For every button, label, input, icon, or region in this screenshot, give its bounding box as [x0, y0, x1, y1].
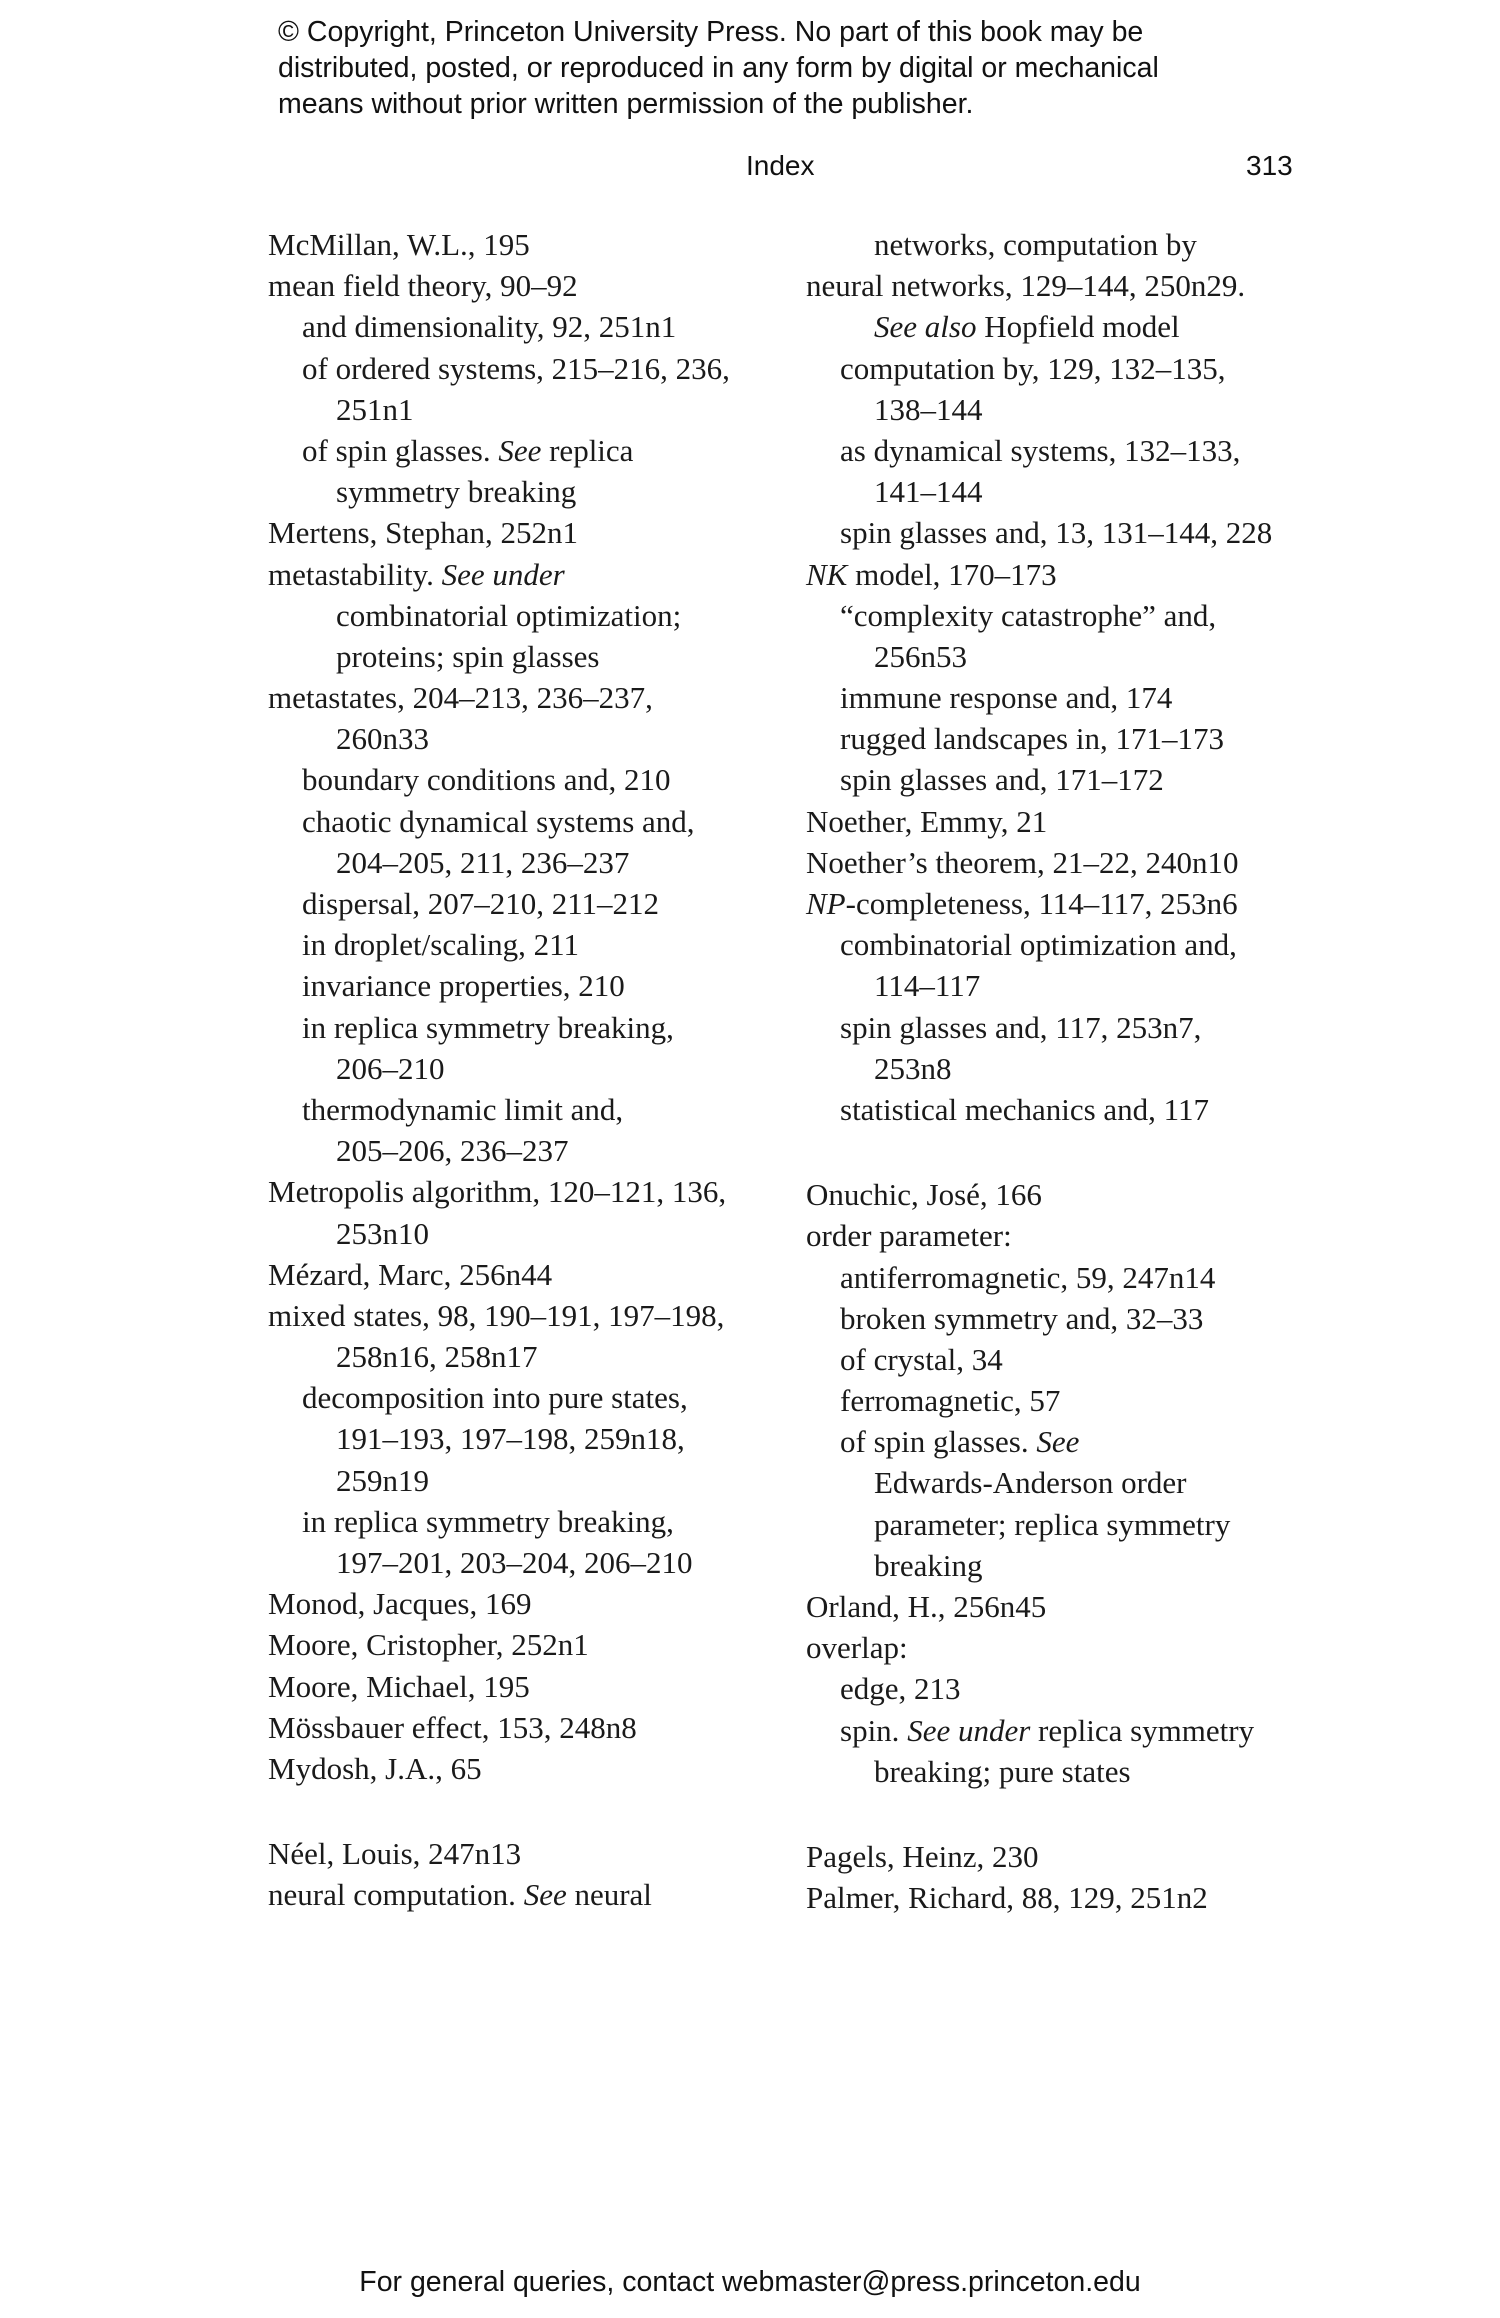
index-section-gap: [806, 1792, 1326, 1836]
index-entry-text: symmetry breaking: [336, 474, 577, 510]
index-entry: [268, 1707, 788, 1748]
index-subentry: [268, 924, 788, 965]
index-entry: [806, 1174, 1326, 1215]
index-entry-text: spin glasses and, 13, 131–144, 228: [840, 515, 1273, 551]
index-subentry: [806, 636, 1326, 677]
index-entry-text: 191–193, 197–198, 259n18,: [336, 1421, 685, 1457]
index-subentry: [806, 677, 1326, 718]
index-subentry: [806, 1545, 1326, 1586]
index-entry: [806, 554, 1326, 595]
index-subentry: [806, 1504, 1326, 1545]
index-subentry: [806, 471, 1326, 512]
index-entry-text: Onuchic, José, 166: [806, 1177, 1042, 1213]
index-entry-text: Pagels, Heinz, 230: [806, 1838, 1039, 1874]
index-entry-text: 205–206, 236–237: [336, 1133, 569, 1169]
index-cross-reference: See under: [907, 1712, 1031, 1748]
index-entry-text: spin glasses and, 117, 253n7,: [840, 1009, 1202, 1045]
index-entry: [268, 1254, 788, 1295]
index-entry-text: 253n8: [874, 1050, 952, 1086]
index-entry-text: 114–117: [874, 968, 981, 1004]
index-entry: [806, 1627, 1326, 1668]
index-subentry: [268, 1048, 788, 1089]
index-subentry: [806, 1421, 1326, 1462]
index-entry-text: neural computation.: [268, 1877, 524, 1913]
index-entry-text: thermodynamic limit and,: [302, 1091, 624, 1127]
index-subentry: [268, 1336, 788, 1377]
index-subentry: [806, 224, 1326, 265]
index-cross-reference: See also: [874, 309, 977, 345]
index-subentry: [806, 924, 1326, 965]
index-subentry: [268, 389, 788, 430]
index-entry-text-continued: -completeness, 114–117, 253n6: [845, 886, 1238, 921]
index-entry-text: parameter; replica symmetry: [874, 1506, 1231, 1542]
index-subentry: [268, 1213, 788, 1254]
index-subentry: [268, 718, 788, 759]
index-subentry: [268, 965, 788, 1006]
index-subentry: [806, 1339, 1326, 1380]
index-entry-text: antiferromagnetic, 59, 247n14: [840, 1259, 1216, 1295]
index-entry-text: neural networks, 129–144, 250n29.: [806, 268, 1246, 304]
index-entry: [806, 842, 1326, 883]
index-entry-text: mixed states, 98, 190–191, 197–198,: [268, 1297, 725, 1333]
index-subentry: [268, 471, 788, 512]
index-entry: [268, 677, 788, 718]
index-subentry: [806, 1668, 1326, 1709]
index-entry-text: in replica symmetry breaking,: [302, 1503, 674, 1539]
index-subentry: [806, 1462, 1326, 1503]
index-entry-text: 259n19: [336, 1462, 429, 1498]
index-entry-text: of crystal, 34: [840, 1341, 1003, 1377]
index-entry: [268, 1583, 788, 1624]
index-entry-text: 253n10: [336, 1215, 429, 1251]
index-subentry: [806, 306, 1326, 347]
index-entry-text-continued: Hopfield model: [976, 309, 1180, 345]
index-subentry: [268, 430, 788, 471]
index-cross-reference: NP: [806, 886, 846, 921]
index-subentry: [806, 1089, 1326, 1130]
index-subentry: [268, 636, 788, 677]
index-subentry: [268, 1460, 788, 1501]
index-entry-text: Palmer, Richard, 88, 129, 251n2: [806, 1880, 1208, 1916]
index-entry-text: breaking; pure states: [874, 1753, 1131, 1789]
index-cross-reference: See: [1036, 1424, 1080, 1460]
index-entry-text: edge, 213: [840, 1671, 961, 1707]
index-entry-text: 204–205, 211, 236–237: [336, 844, 630, 880]
index-entry-text: of spin glasses.: [302, 432, 499, 468]
index-entry-text: 251n1: [336, 391, 414, 427]
page-header: [0, 150, 1500, 190]
index-subentry: [806, 430, 1326, 471]
index-entry-text: metastability.: [268, 556, 442, 592]
index-entry-text-continued: model, 170–173: [847, 556, 1057, 592]
copyright-line: © Copyright, Princeton University Press. No part of this book may be: [278, 16, 1144, 48]
index-subentry: [268, 595, 788, 636]
index-entry-text: as dynamical systems, 132–133,: [840, 432, 1241, 468]
index-entry-text: dispersal, 207–210, 211–212: [302, 886, 660, 921]
index-entry-text: Edwards-Anderson order: [874, 1465, 1187, 1501]
index-subentry: [268, 883, 788, 924]
index-cross-reference: See: [523, 1877, 567, 1913]
index-entry-text: metastates, 204–213, 236–237,: [268, 680, 653, 716]
index-subentry: [806, 1380, 1326, 1421]
index-entry: [806, 801, 1326, 842]
index-entry-text: Mertens, Stephan, 252n1: [268, 515, 578, 551]
index-subentry: [268, 759, 788, 800]
index-entry-text: Moore, Michael, 195: [268, 1668, 530, 1704]
index-entry-text: ferromagnetic, 57: [840, 1383, 1061, 1419]
index-entry: [268, 1295, 788, 1336]
index-entry-text: broken symmetry and, 32–33: [840, 1300, 1204, 1336]
index-subentry: [806, 1751, 1326, 1792]
index-subentry: [806, 512, 1326, 553]
index-subentry: [806, 595, 1326, 636]
footer-contact: For general queries, contact webmaster@press.princeton.edu: [359, 2266, 1141, 2298]
index-subentry: [806, 1007, 1326, 1048]
index-entry: [268, 1874, 788, 1915]
index-entry-text: networks, computation by: [874, 227, 1197, 262]
index-section-gap: [806, 1130, 1326, 1174]
index-cross-reference: NK: [806, 556, 848, 592]
index-entry: [268, 224, 788, 265]
index-subentry: [806, 1257, 1326, 1298]
index-subentry: [806, 759, 1326, 800]
index-entry: [806, 1586, 1326, 1627]
index-subentry: [806, 965, 1326, 1006]
index-entry-text: spin.: [840, 1712, 908, 1748]
index-entry-text: 258n16, 258n17: [336, 1339, 538, 1375]
index-entry-text: Moore, Cristopher, 252n1: [268, 1627, 589, 1663]
index-subentry: [806, 718, 1326, 759]
index-entry-text: invariance properties, 210: [302, 968, 625, 1004]
index-entry-text: combinatorial optimization;: [336, 597, 682, 633]
copyright-line: distributed, posted, or reproduced in any form by digital or mechanical: [278, 52, 1159, 84]
index-cross-reference: See under: [441, 556, 565, 592]
index-entry-text: 141–144: [874, 474, 983, 510]
index-entry-text: of spin glasses.: [840, 1424, 1037, 1460]
index-subentry: [268, 348, 788, 389]
index-subentry: [268, 801, 788, 842]
index-entry-text: McMillan, W.L., 195: [268, 227, 530, 262]
index-entry: [268, 265, 788, 306]
index-entry-text: 206–210: [336, 1050, 445, 1086]
index-subentry: [806, 1048, 1326, 1089]
index-cross-reference: See: [498, 432, 542, 468]
index-entry-text-continued: replica symmetry: [1030, 1712, 1255, 1748]
index-entry: [806, 265, 1326, 306]
index-entry-text: 138–144: [874, 391, 983, 427]
index-entry-text: Mössbauer effect, 153, 248n8: [268, 1709, 637, 1745]
index-entry: [268, 1666, 788, 1707]
index-entry-text: breaking: [874, 1547, 983, 1583]
index-entry-text: computation by, 129, 132–135,: [840, 350, 1226, 386]
index-entry-text: Orland, H., 256n45: [806, 1589, 1047, 1624]
index-entry-text: Metropolis algorithm, 120–121, 136,: [268, 1174, 727, 1210]
running-head: Index: [746, 150, 815, 181]
index-entry-text: Noether’s theorem, 21–22, 240n10: [806, 844, 1239, 880]
index-entry-text: 256n53: [874, 638, 967, 674]
index-section-gap: [268, 1789, 788, 1833]
index-entry-text: in replica symmetry breaking,: [302, 1009, 674, 1045]
index-entry-text: Monod, Jacques, 169: [268, 1586, 532, 1622]
index-entry: [268, 1833, 788, 1874]
index-entry-text: in droplet/scaling, 211: [302, 927, 579, 963]
index-entry-text: combinatorial optimization and,: [840, 927, 1237, 963]
index-entry-text: immune response and, 174: [840, 680, 1173, 716]
index-entry: [268, 512, 788, 553]
index-entry: [806, 1877, 1326, 1918]
index-subentry: [268, 1501, 788, 1542]
index-entry: [268, 1624, 788, 1665]
index-entry-text: order parameter:: [806, 1218, 1012, 1254]
index-entry-text: boundary conditions and, 210: [302, 762, 671, 798]
index-subentry: [806, 1710, 1326, 1751]
index-entry-text: Néel, Louis, 247n13: [268, 1836, 522, 1872]
index-entry-text: 197–201, 203–204, 206–210: [336, 1545, 693, 1580]
index-subentry: [268, 1418, 788, 1459]
index-entry-text-continued: replica: [541, 432, 634, 468]
page-number: 313: [1246, 150, 1293, 181]
index-entry-text: of ordered systems, 215–216, 236,: [302, 350, 730, 386]
copyright-notice: [278, 14, 1278, 122]
index-subentry: [268, 1130, 788, 1171]
index-subentry: [806, 348, 1326, 389]
index-entry-text: Mydosh, J.A., 65: [268, 1750, 482, 1786]
index-entry: [806, 1836, 1326, 1877]
index-entry-text: and dimensionality, 92, 251n1: [302, 309, 677, 345]
index-entry: [268, 1748, 788, 1789]
index-subentry: [268, 1007, 788, 1048]
index-entry: [806, 1215, 1326, 1256]
index-subentry: [268, 1377, 788, 1418]
index-entry: [268, 554, 788, 595]
index-entry-text-continued: neural: [566, 1877, 652, 1913]
index-entry-text: Noether, Emmy, 21: [806, 803, 1048, 839]
index-subentry: [806, 1298, 1326, 1339]
index-entry: [806, 883, 1326, 924]
index-entry-text: proteins; spin glasses: [336, 638, 600, 674]
index-entry-text: 260n33: [336, 721, 429, 757]
index-entry-text: Mézard, Marc, 256n44: [268, 1256, 553, 1292]
index-entry-text: rugged landscapes in, 171–173: [840, 721, 1224, 757]
index-subentry: [806, 389, 1326, 430]
index-entry-text: “complexity catastrophe” and,: [840, 597, 1217, 633]
index-entry-text: decomposition into pure states,: [302, 1380, 688, 1416]
index-column-right: [806, 224, 1326, 1918]
index-entry-text: overlap:: [806, 1630, 908, 1666]
index-subentry: [268, 842, 788, 883]
index-entry-text: mean field theory, 90–92: [268, 268, 578, 304]
index-subentry: [268, 1542, 788, 1583]
index-entry-text: spin glasses and, 171–172: [840, 762, 1164, 798]
index-entry-text: chaotic dynamical systems and,: [302, 803, 695, 839]
copyright-line: means without prior written permission of the publisher.: [278, 88, 974, 120]
index-entry: [268, 1171, 788, 1212]
index-entry-text: statistical mechanics and, 117: [840, 1091, 1210, 1127]
index-column-left: [268, 224, 788, 1916]
index-subentry: [268, 1089, 788, 1130]
index-subentry: [268, 306, 788, 347]
